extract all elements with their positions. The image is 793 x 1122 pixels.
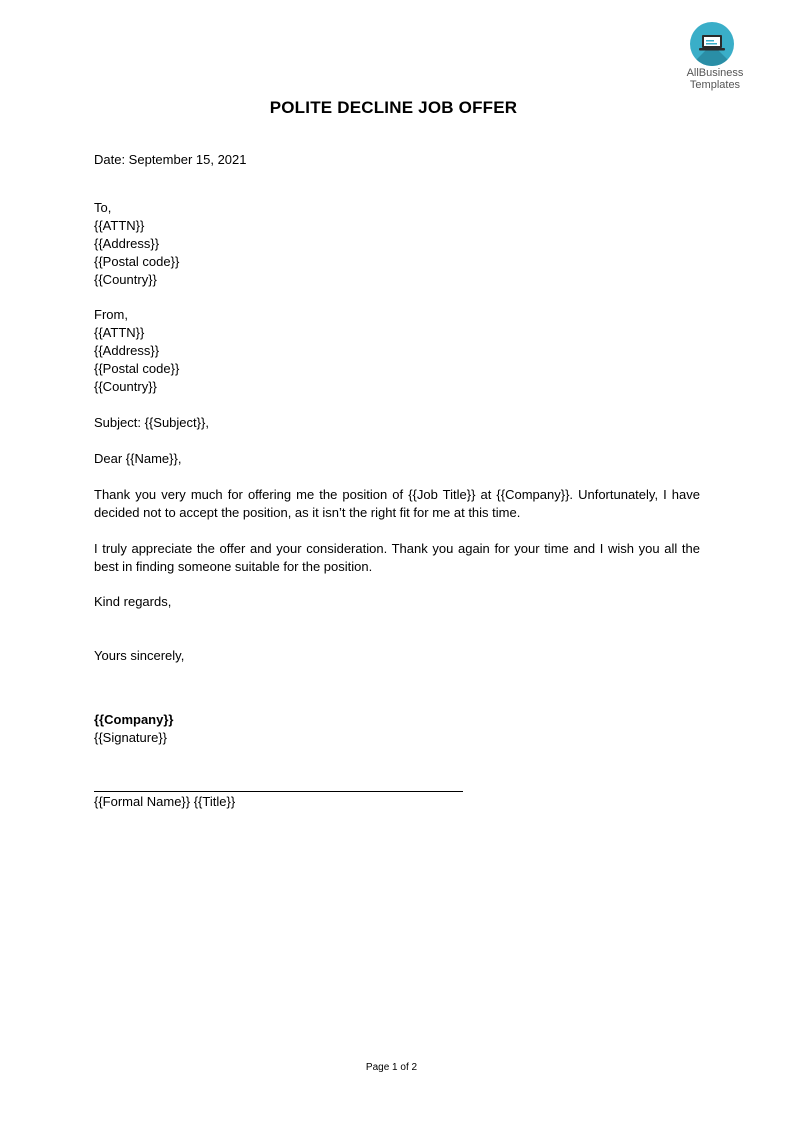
signature-line	[94, 791, 463, 792]
signature-placeholder: {{Signature}}	[94, 730, 168, 745]
closing-kind-regards: Kind regards,	[94, 594, 172, 609]
formal-name-title: {{Formal Name}} {{Title}}	[94, 794, 236, 809]
document-title: POLITE DECLINE JOB OFFER	[269, 98, 518, 117]
to-address: {{Address}}	[94, 236, 160, 251]
logo-wordmark: AllBusiness Templates	[686, 67, 744, 91]
laptop-icon	[690, 22, 734, 66]
to-postal-code: {{Postal code}}	[94, 254, 180, 269]
to-label: To,	[94, 200, 112, 215]
company-name: {{Company}}	[94, 712, 174, 727]
body-paragraph: Thank you very much for offering me the position of {{Job Title}} at {{Company}}. Unfortunately, I have decided not to accept the position, as it isn’t the right fit for me at this time.	[94, 487, 700, 520]
from-address: {{Address}}	[94, 343, 160, 358]
date-line: Date: September 15, 2021	[94, 152, 247, 167]
body-paragraph: I truly appreciate the offer and your consideration. Thank you again for your time and I wish you all the best in finding someone suitable for the position.	[94, 541, 700, 574]
salutation: Dear {{Name}},	[94, 451, 182, 466]
from-postal-code: {{Postal code}}	[94, 361, 180, 376]
subject-line: Subject: {{Subject}},	[94, 415, 209, 430]
closing-yours-sincerely: Yours sincerely,	[94, 648, 185, 663]
to-country: {{Country}}	[94, 272, 157, 287]
company-logo	[680, 22, 750, 94]
to-attn: {{ATTN}}	[94, 218, 145, 233]
from-label: From,	[94, 307, 128, 322]
page-number: Page 1 of 2	[365, 1062, 418, 1073]
from-country: {{Country}}	[94, 379, 157, 394]
from-attn: {{ATTN}}	[94, 325, 145, 340]
